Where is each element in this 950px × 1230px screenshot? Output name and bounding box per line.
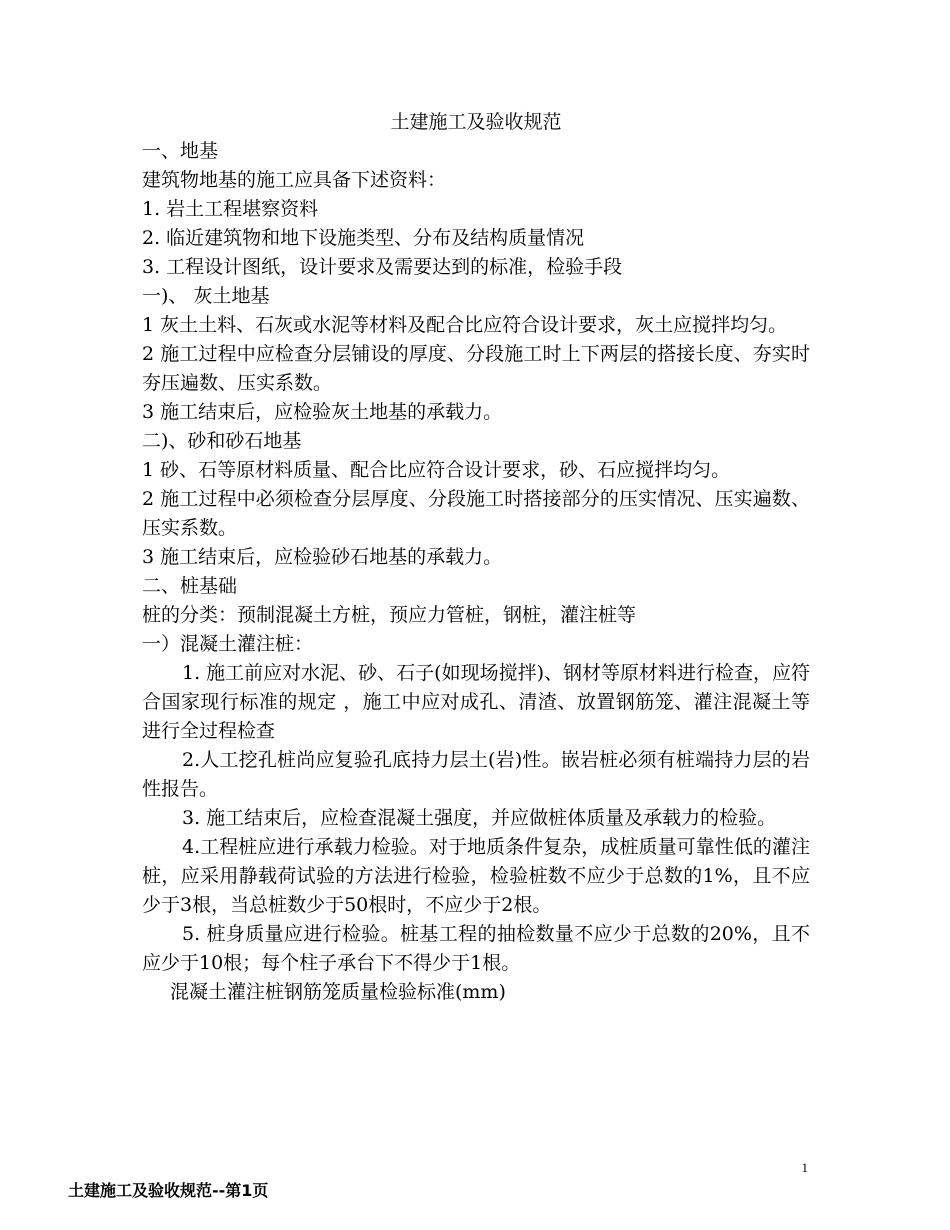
- paragraph: 1 砂、石等原材料质量、配合比应符合设计要求，砂、石应搅拌均匀。: [142, 459, 731, 481]
- paragraph: 4.工程桩应进行承载力检验。对于地质条件复杂，成桩质量可靠性低的灌注桩，应采用静载荷试验的方法进行检验，检验桩数不应少于总数的1%，且不应少于3根，当总桩数少于50根时，不应少于2根。: [142, 836, 810, 916]
- page-footer: 土建施工及验收规范--第1页: [68, 1181, 269, 1200]
- subsection-heading: 一）混凝土灌注桩：: [142, 633, 314, 655]
- subsection-heading: 二)、砂和砂石地基: [142, 430, 302, 452]
- section-heading: 一、地基: [142, 140, 219, 162]
- paragraph: 2 施工过程中应检查分层铺设的厚度、分段施工时上下两层的搭接长度、夯实时夯压遍数、压实系数。: [142, 343, 810, 394]
- section-heading: 二、桩基础: [142, 575, 238, 597]
- text-line: 桩的分类：预制混凝土方桩，预应力管桩，钢桩，灌注桩等: [142, 604, 637, 626]
- paragraph: 2 施工过程中必须检查分层厚度、分段施工时搭接部分的压实情况、压实遍数、压实系数。: [142, 488, 810, 539]
- paragraph: 1 灰土土料、石灰或水泥等材料及配合比应符合设计要求，灰土应搅拌均匀。: [142, 314, 788, 336]
- paragraph: 5. 桩身质量应进行检验。桩基工程的抽检数量不应少于总数的20%，且不应少于10根；每个柱子承台下不得少于1根。: [142, 923, 810, 974]
- text-line: 建筑物地基的施工应具备下述资料：: [142, 169, 447, 191]
- paragraph: 3 施工结束后，应检验砂石地基的承载力。: [142, 546, 503, 568]
- list-item: 1. 岩土工程堪察资料: [142, 198, 319, 220]
- paragraph: 3. 施工结束后，应检查混凝土强度，并应做桩体质量及承载力的检验。: [182, 807, 777, 829]
- document-body: [142, 108, 810, 1007]
- subsection-heading: 一)、 灰土地基: [142, 285, 270, 307]
- page-number: 1: [801, 1160, 808, 1175]
- list-item: 3. 工程设计图纸，设计要求及需要达到的标准，检验手段: [142, 256, 623, 278]
- table-caption: 混凝土灌注桩钢筋笼质量检验标准(mm): [170, 981, 506, 1003]
- paragraph: 1. 施工前应对水泥、砂、石子(如现场搅拌)、钢材等原材料进行检查，应符合国家现行标准的规定 ，施工中应对成孔、清渣、放置钢筋笼、灌注混凝土等进行全过程检查: [142, 662, 810, 742]
- document-title: 土建施工及验收规范: [390, 111, 562, 133]
- paragraph: 3 施工结束后，应检验灰土地基的承载力。: [142, 401, 503, 423]
- list-item: 2. 临近建筑物和地下设施类型、分布及结构质量情况: [142, 227, 585, 249]
- paragraph: 2.人工挖孔桩尚应复验孔底持力层土(岩)性。嵌岩桩必须有桩端持力层的岩性报告。: [142, 749, 810, 800]
